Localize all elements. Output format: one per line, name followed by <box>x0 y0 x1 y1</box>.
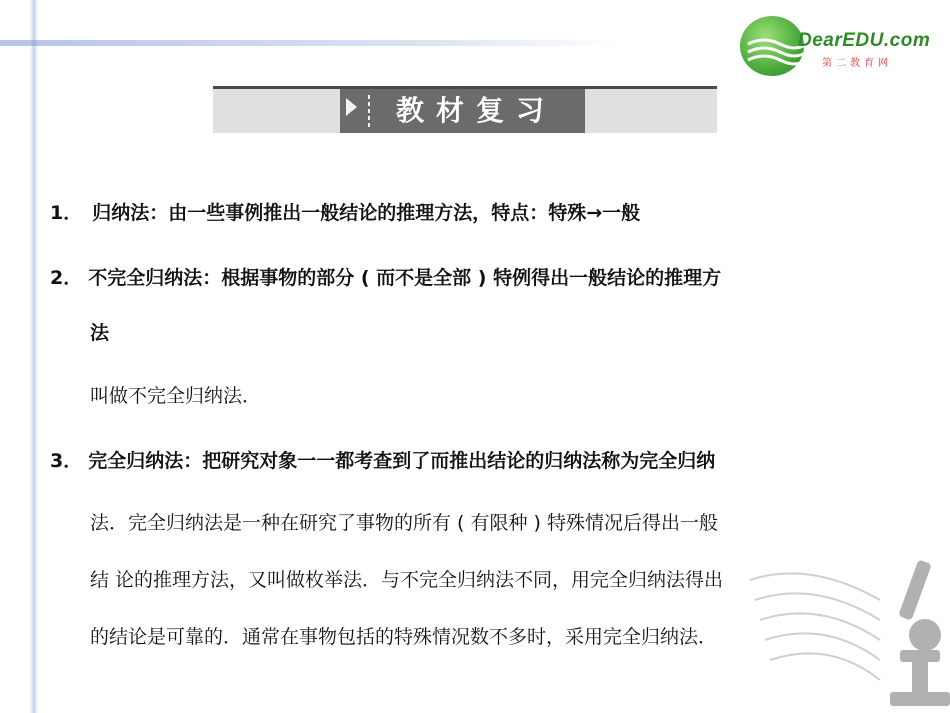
decorative-horizontal-line <box>0 40 620 46</box>
logo-brand-text: DearEDU.com <box>798 30 931 51</box>
microscope-icon <box>730 540 950 713</box>
item-term: 不完全归纳法： <box>88 267 222 289</box>
play-arrow-icon <box>346 98 357 116</box>
item-number: 1． <box>50 202 83 224</box>
dashed-divider <box>368 95 370 129</box>
logo-subtitle: 第二教育网 <box>822 58 892 69</box>
item-3-continuation-1: 法．完全归纳法是一种在研究了事物的所有 ( 有限种 ) 特殊情况后得出一般 <box>90 512 718 534</box>
item-2-continuation-1: 法 <box>90 322 110 344</box>
list-item-2 <box>50 264 721 292</box>
item-term: 归纳法： <box>92 202 169 224</box>
heading-title: 教材复习 <box>396 94 557 127</box>
item-3-continuation-2: 结 论的推理方法，又叫做枚举法．与不完全归纳法不同，用完全归纳法得出 <box>90 569 724 591</box>
item-text: 根据事物的部分 ( 而不是全部 ) 特例得出一般结论的推理方 <box>221 267 722 289</box>
item-number: 3． <box>50 450 83 472</box>
list-item-1 <box>50 199 640 227</box>
item-text: 由一些事例推出一般结论的推理方法，特点：特殊→一般 <box>168 202 641 224</box>
decorative-vertical-line <box>30 0 38 713</box>
dearedu-logo <box>740 12 940 78</box>
item-term: 完全归纳法： <box>88 450 203 472</box>
item-2-continuation-2: 叫做不完全归纳法． <box>90 385 262 407</box>
logo-wave-icon <box>746 36 806 66</box>
item-number: 2． <box>50 267 83 289</box>
item-3-continuation-3: 的结论是可靠的．通常在事物包括的特殊情况数不多时，采用完全归纳法． <box>90 626 718 648</box>
item-text: 把研究对象一一都考查到了而推出结论的归纳法称为完全归纳 <box>202 450 716 472</box>
list-item-3 <box>50 447 715 475</box>
